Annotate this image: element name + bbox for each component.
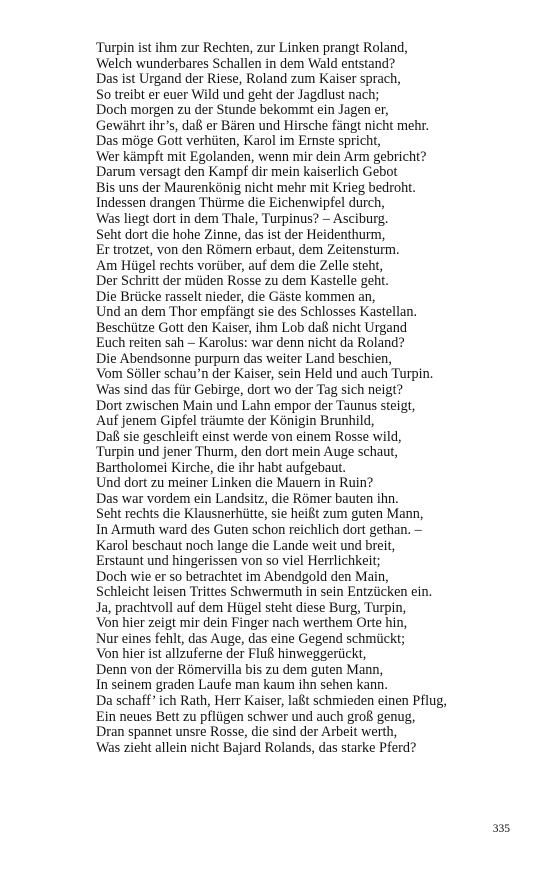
poem-line: Erstaunt und hingerissen von so viel Herrlichkeit; — [96, 553, 381, 570]
poem-line: So treibt er euer Wild und geht der Jagdlust nach; — [96, 86, 380, 103]
poem-line: Schleicht leisen Trittes Schwermuth in sein Entzücken ein. — [96, 584, 433, 601]
page-number: 335 — [492, 823, 510, 835]
poem-line: Seht rechts die Klausnerhütte, sie heißt zum guten Mann, — [96, 506, 424, 523]
poem-line: Indessen drangen Thürme die Eichenwipfel durch, — [96, 195, 385, 212]
poem-line: Was sind das für Gebirge, dort wo der Tag sich neigt? — [96, 382, 403, 399]
poem-line: Gewährt ihr’s, daß er Bären und Hirsche fängt nicht mehr. — [96, 117, 430, 134]
poem-line: Auf jenem Gipfel träumte der Königin Brunhild, — [96, 413, 375, 430]
poem-line: Das war vordem ein Landsitz, die Römer bauten ihn. — [96, 490, 399, 507]
poem-line: Am Hügel rechts vorüber, auf dem die Zelle steht, — [96, 257, 384, 274]
poem-line: Von hier ist allzuferne der Fluß hinweggerückt, — [96, 646, 367, 663]
poem-line: Da schaff’ ich Rath, Herr Kaiser, laßt schmieden einen Pflug, — [96, 692, 448, 709]
poem-line: Der Schritt der müden Rosse zu dem Kastelle geht. — [96, 273, 389, 290]
poem-line: Von hier zeigt mir dein Finger nach werthem Orte hin, — [96, 615, 408, 632]
poem-line: Doch wie er so betrachtet im Abendgold den Main, — [96, 568, 389, 585]
poem-line: Bis uns der Maurenkönig nicht mehr mit Krieg bedroht. — [96, 179, 416, 196]
poem-line: Das möge Gott verhüten, Karol im Ernste spricht, — [96, 133, 381, 150]
poem-line: Wer kämpft mit Egolanden, wenn mir dein Arm gebricht? — [96, 148, 427, 165]
poem-line: Doch morgen zu der Stunde bekommt ein Jagen er, — [96, 102, 389, 119]
poem-line: Denn von der Römervilla bis zu dem guten Mann, — [96, 661, 384, 678]
poem-line: Ja, prachtvoll auf dem Hügel steht diese Burg, Turpin, — [96, 599, 407, 616]
poem-line: Die Brücke rasselt nieder, die Gäste kommen an, — [96, 288, 376, 305]
poem-line: Das ist Urgand der Riese, Roland zum Kaiser sprach, — [96, 71, 401, 88]
poem-line: Seht dort die hohe Zinne, das ist der Heidenthurm, — [96, 226, 386, 243]
poem-line: Und an dem Thor empfängt sie des Schlosses Kastellan. — [96, 304, 418, 321]
poem-line: Daß sie geschleift einst werde von einem Rosse wild, — [96, 428, 402, 445]
poem-line: Dort zwischen Main und Lahn empor der Taunus steigt, — [96, 397, 416, 414]
poem-line: In Armuth ward des Guten schon reichlich dort gethan. – — [96, 521, 422, 538]
poem-line: Ein neues Bett zu pflügen schwer und auch groß genug, — [96, 708, 416, 725]
poem-line: In seinem graden Laufe man kaum ihn sehen kann. — [96, 677, 388, 694]
poem-line: Was zieht allein nicht Bajard Rolands, das starke Pferd? — [96, 739, 417, 756]
poem-line: Euch reiten sah – Karolus: war denn nicht da Roland? — [96, 335, 405, 352]
poem-line: Vom Söller schau’n der Kaiser, sein Held und auch Turpin. — [96, 366, 434, 383]
poem-line: Turpin ist ihm zur Rechten, zur Linken prangt Roland, — [96, 40, 408, 56]
poem-line: Karol beschaut noch lange die Lande weit und breit, — [96, 537, 396, 554]
poem-line: Und dort zu meiner Linken die Mauern in Ruin? — [96, 475, 374, 492]
poem-line: Bartholomei Kirche, die ihr habt aufgebaut. — [96, 459, 346, 476]
poem-line: Welch wunderbares Schallen in dem Wald entstand? — [96, 55, 396, 72]
poem-line: Turpin und jener Thurm, den dort mein Auge schaut, — [96, 444, 398, 461]
poem-line: Er trotzet, von den Römern erbaut, dem Zeitensturm. — [96, 242, 400, 259]
poem-line: Beschütze Gott den Kaiser, ihm Lob daß nicht Urgand — [96, 319, 408, 336]
poem-line: Nur eines fehlt, das Auge, das eine Gegend schmückt; — [96, 630, 406, 647]
poem-line: Was liegt dort in dem Thale, Turpinus? – Asciburg. — [96, 211, 389, 228]
poem-text — [96, 41, 516, 756]
poem-line: Darum versagt den Kampf dir mein kaiserlich Gebot — [96, 164, 398, 181]
poem-line: Die Abendsonne purpurn das weiter Land beschien, — [96, 350, 392, 367]
poem-line: Dran spannet unsre Rosse, die sind der Arbeit werth, — [96, 724, 398, 741]
